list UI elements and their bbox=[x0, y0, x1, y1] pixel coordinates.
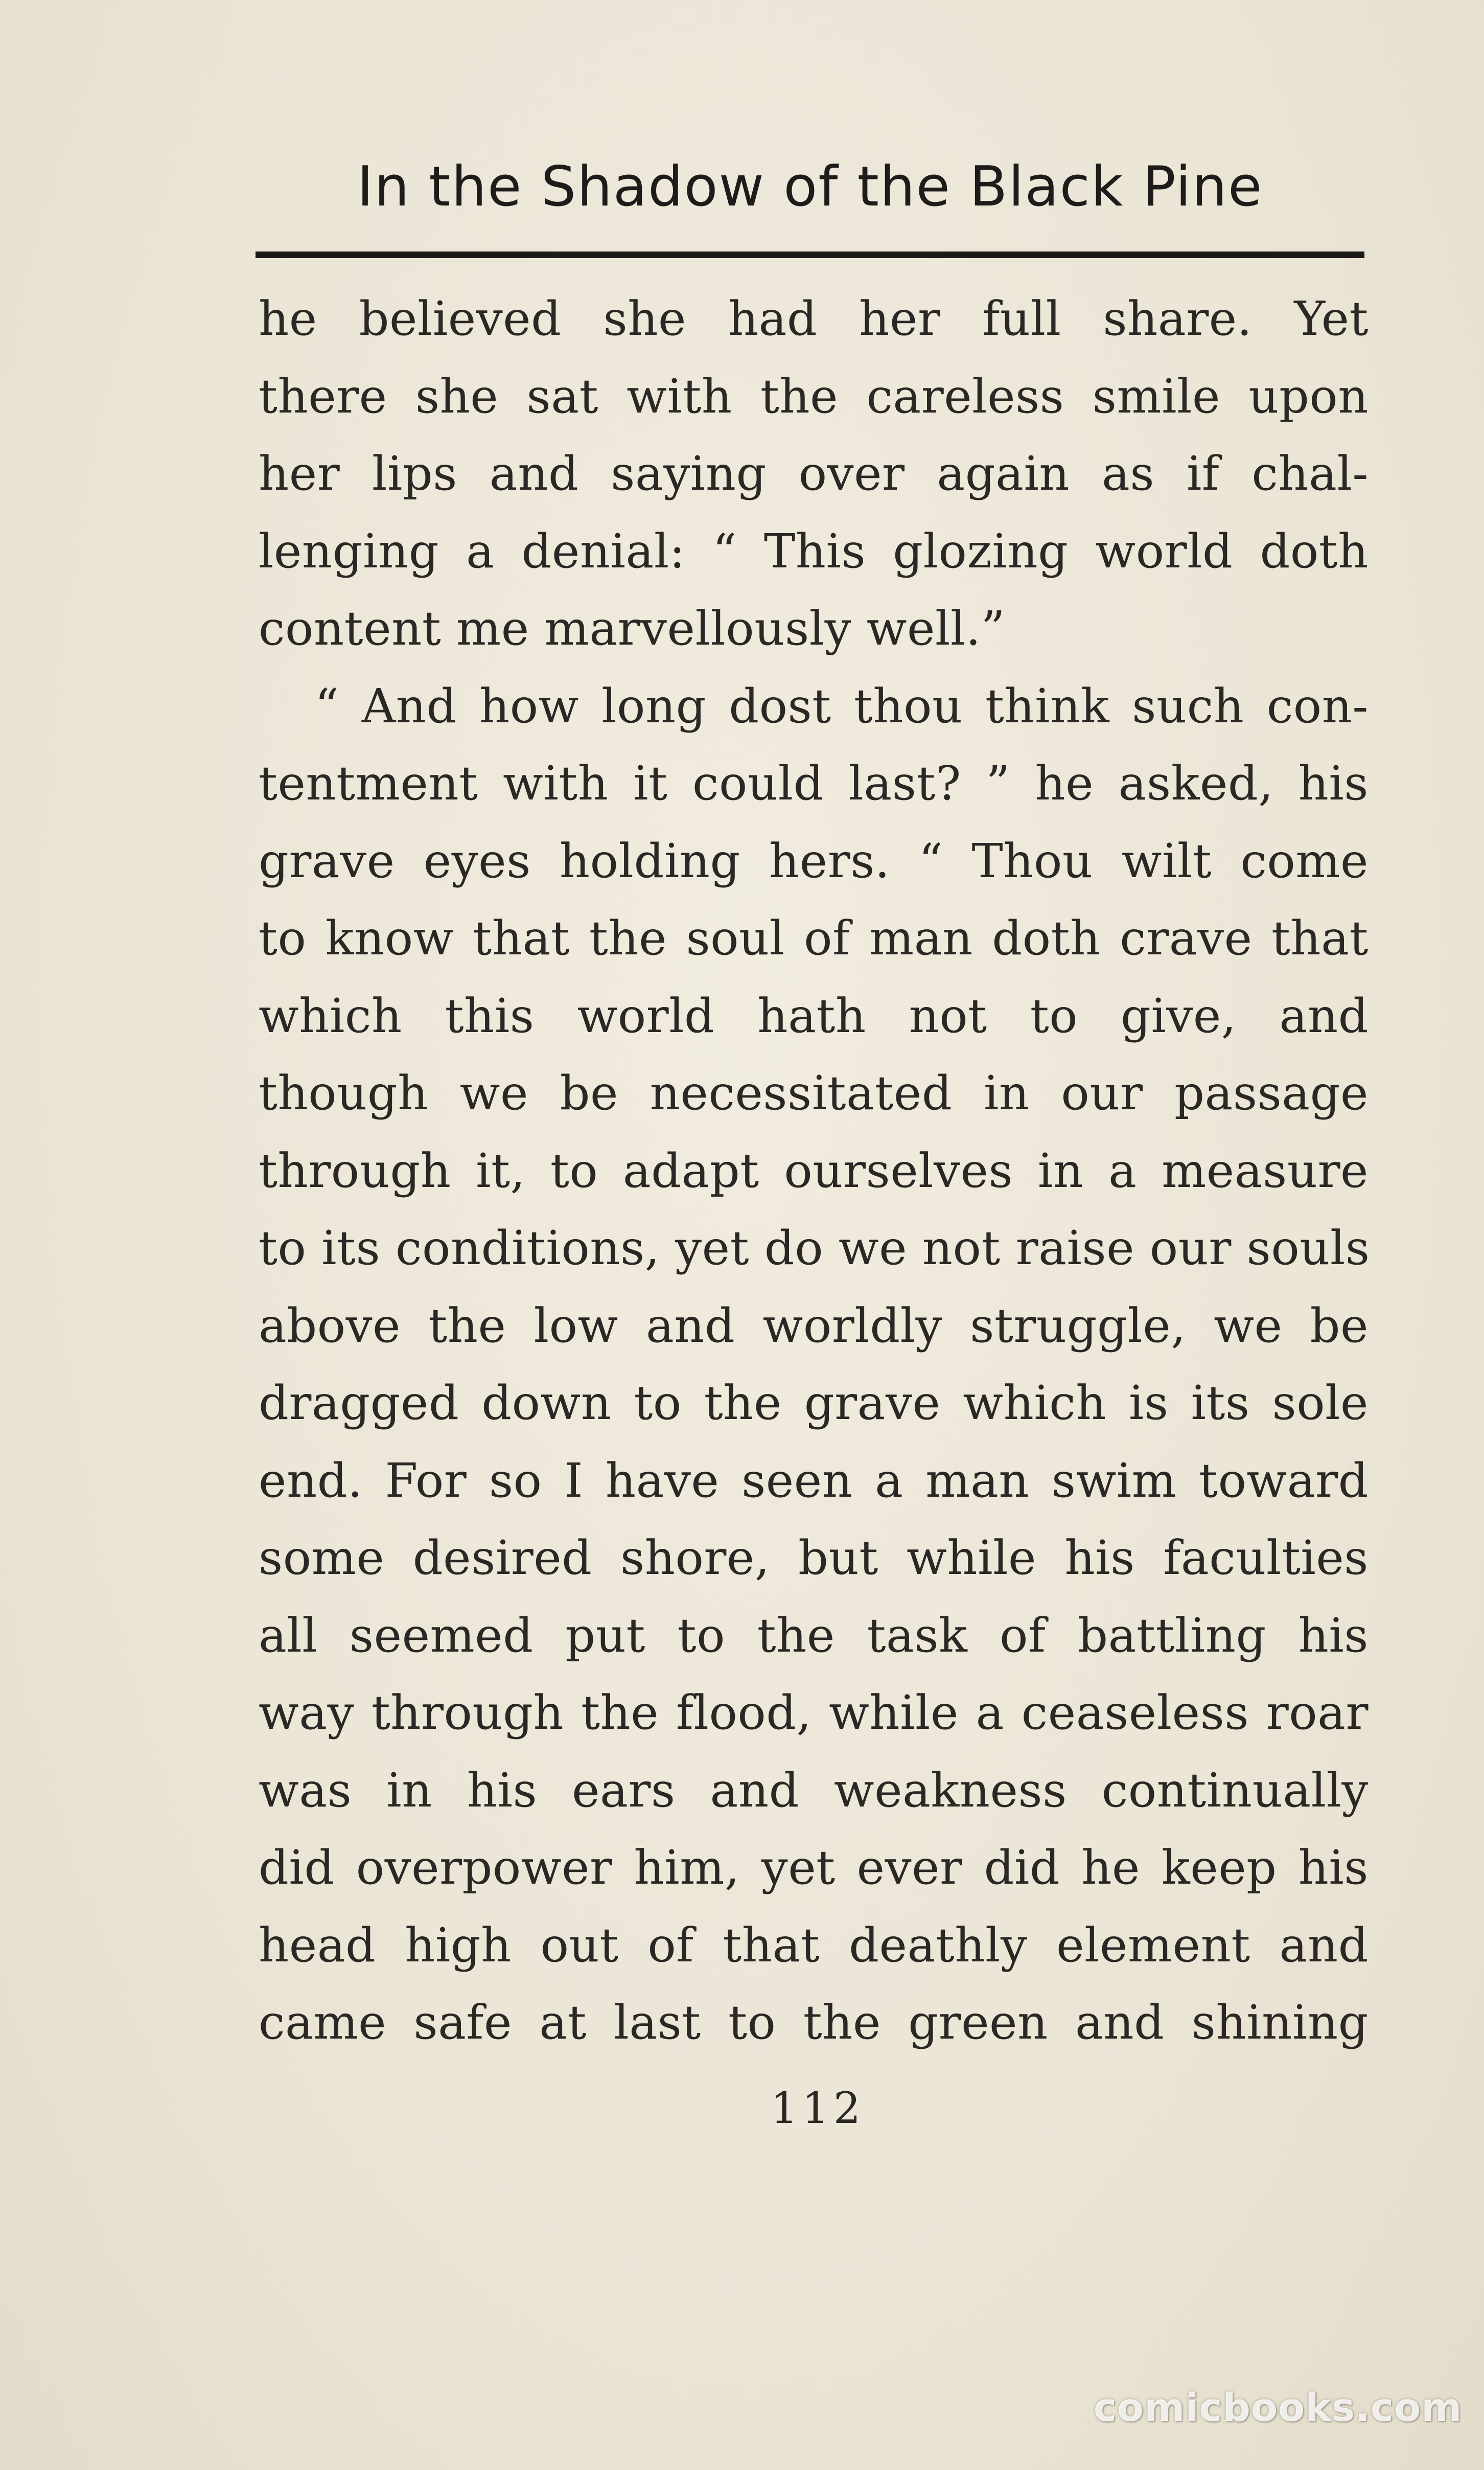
text-line: did overpower him, yet ever did he keep his bbox=[259, 1840, 1369, 1895]
text-line: tentment with it could last? ” he asked, his bbox=[259, 756, 1369, 811]
page-number: 112 bbox=[770, 2083, 865, 2133]
text-line: was in his ears and weakness continually bbox=[259, 1763, 1369, 1818]
text-line: grave eyes holding hers. “ Thou wilt come bbox=[259, 833, 1369, 888]
text-line: all seemed put to the task of battling his bbox=[259, 1608, 1369, 1663]
text-line: dragged down to the grave which is its sole bbox=[259, 1376, 1369, 1430]
text-line: her lips and saying over again as if chal- bbox=[259, 446, 1369, 501]
text-line: which this world hath not to give, and bbox=[259, 988, 1369, 1043]
text-line: to its conditions, yet do we not raise our souls bbox=[259, 1221, 1370, 1275]
text-line: came safe at last to the green and shining bbox=[259, 1995, 1369, 2050]
text-line: though we be necessitated in our passage bbox=[259, 1066, 1369, 1120]
text-line: content me marvellously well.” bbox=[259, 601, 1006, 656]
text-line: head high out of that deathly element and bbox=[259, 1917, 1369, 1973]
body-text bbox=[259, 280, 1369, 2062]
text-line: there she sat with the careless smile upon bbox=[259, 369, 1369, 424]
text-line: above the low and worldly struggle, we be bbox=[259, 1298, 1369, 1353]
text-line: “ And how long dost thou think such con- bbox=[315, 678, 1369, 734]
watermark-logo: comicbooks.com bbox=[1094, 2385, 1463, 2430]
text-line: to know that the soul of man doth crave that bbox=[259, 911, 1369, 966]
text-line: through it, to adapt ourselves in a measure bbox=[259, 1143, 1369, 1198]
text-line: lenging a denial: “ This glozing world doth bbox=[259, 523, 1369, 579]
text-line: he believed she had her full share. Yet bbox=[259, 291, 1369, 346]
running-head: In the Shadow of the Black Pine bbox=[357, 155, 1263, 219]
header-rule bbox=[256, 251, 1364, 258]
text-line: some desired shore, but while his faculties bbox=[259, 1530, 1369, 1585]
text-line: way through the flood, while a ceaseless roar bbox=[259, 1685, 1369, 1740]
text-line: end. For so I have seen a man swim toward bbox=[259, 1453, 1369, 1508]
